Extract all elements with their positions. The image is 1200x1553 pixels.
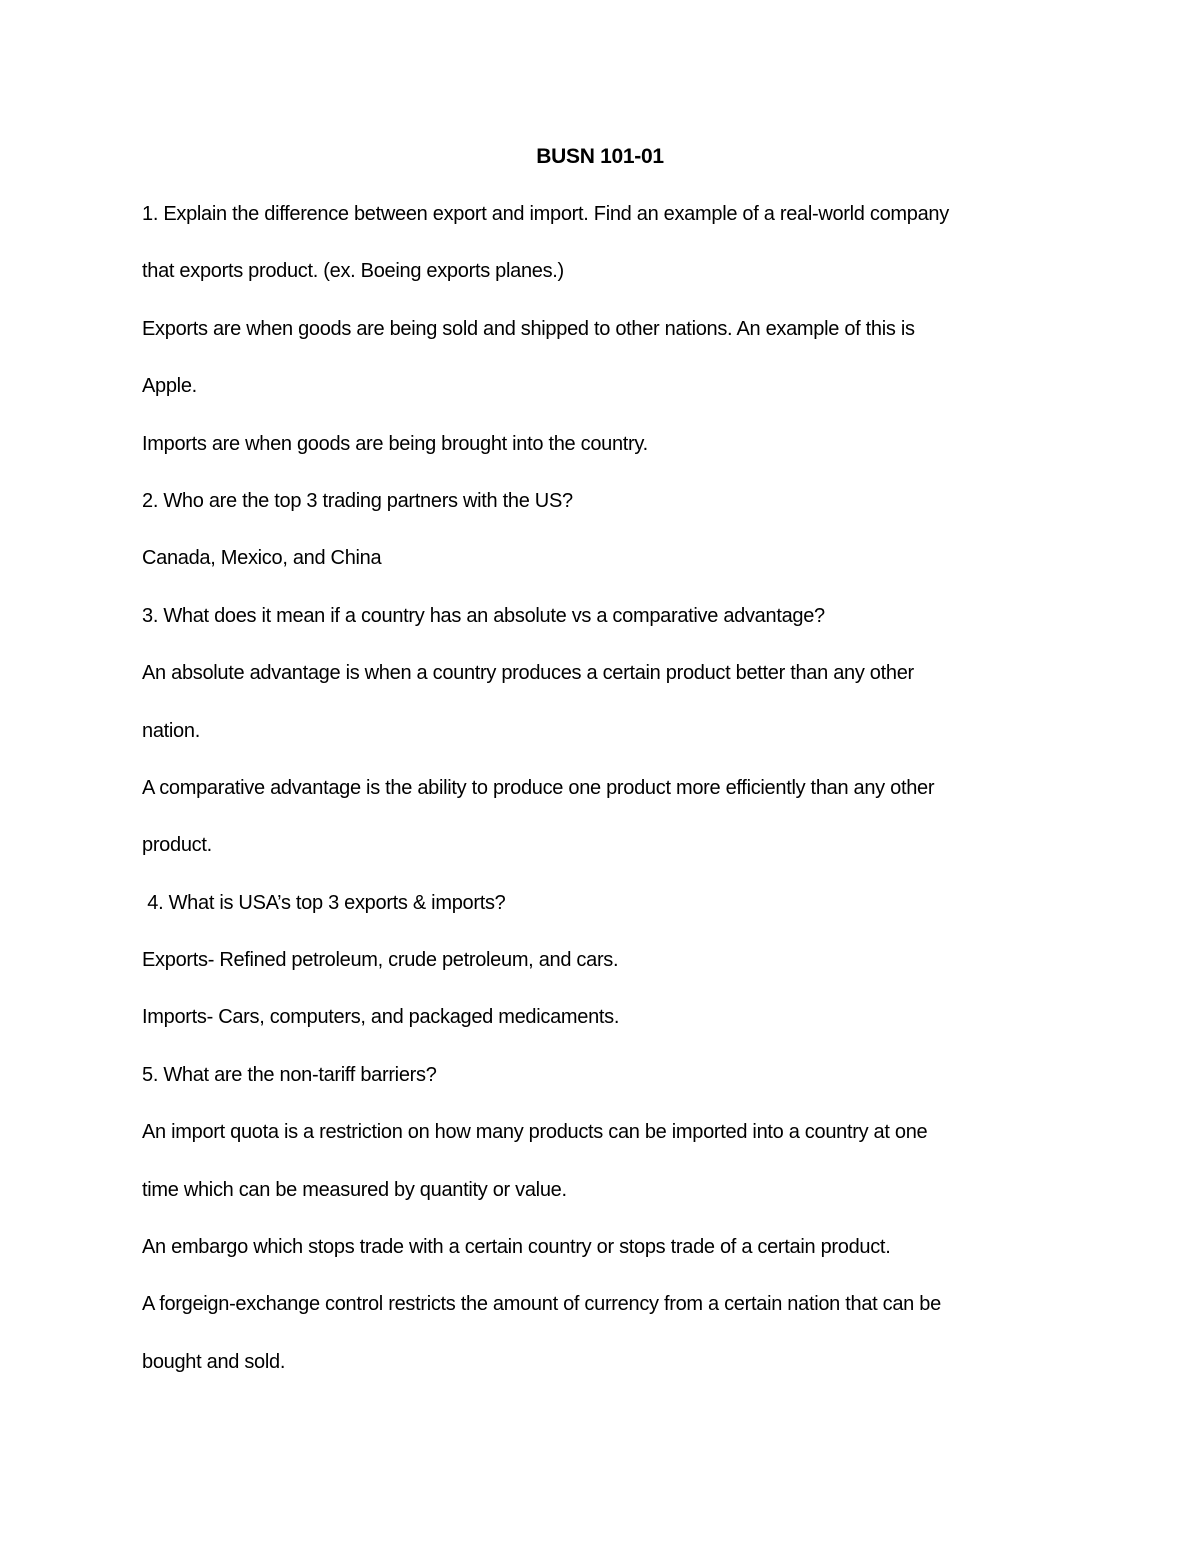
answer-5-exchange-control-line-1: A forgeign-exchange control restricts the amount of currency from a certain nation that can be xyxy=(142,1293,941,1316)
document-title: BUSN 101-01 xyxy=(536,145,664,168)
answer-5-quota-line-1: An import quota is a restriction on how many products can be imported into a country at one xyxy=(142,1121,928,1144)
question-4: 4. What is USA’s top 3 exports & imports? xyxy=(142,891,506,914)
question-1-line-1: 1. Explain the difference between export and import. Find an example of a real-world company xyxy=(142,203,949,225)
answer-4-exports: Exports- Refined petroleum, crude petroleum, and cars. xyxy=(142,949,619,972)
answer-5-quota-line-2: time which can be measured by quantity or value. xyxy=(142,1178,567,1201)
document-body xyxy=(142,197,1062,1402)
answer-5-embargo: An embargo which stops trade with a certain country or stops trade of a certain product. xyxy=(142,1236,891,1259)
answer-4-imports: Imports- Cars, computers, and packaged medicaments. xyxy=(142,1006,620,1029)
answer-3-comparative-line-1: A comparative advantage is the ability to produce one product more efficiently than any other xyxy=(142,776,935,799)
question-3: 3. What does it mean if a country has an absolute vs a comparative advantage? xyxy=(142,604,825,627)
answer-2: Canada, Mexico, and China xyxy=(142,547,382,570)
answer-3-comparative-line-2: product. xyxy=(142,834,212,857)
answer-3-absolute-line-1: An absolute advantage is when a country produces a certain product better than any other xyxy=(142,662,914,685)
answer-1-exports-line-1: Exports are when goods are being sold and shipped to other nations. An example of this is xyxy=(142,317,915,340)
answer-5-exchange-control-line-2: bought and sold. xyxy=(142,1350,286,1373)
answer-1-imports: Imports are when goods are being brought into the country. xyxy=(142,432,648,455)
answer-1-exports-line-2: Apple. xyxy=(142,375,197,398)
answer-3-absolute-line-2: nation. xyxy=(142,719,200,742)
question-1-line-2: that exports product. (ex. Boeing exports planes.) xyxy=(142,260,564,283)
question-5: 5. What are the non-tariff barriers? xyxy=(142,1063,437,1086)
question-2: 2. Who are the top 3 trading partners with the US? xyxy=(142,489,573,512)
